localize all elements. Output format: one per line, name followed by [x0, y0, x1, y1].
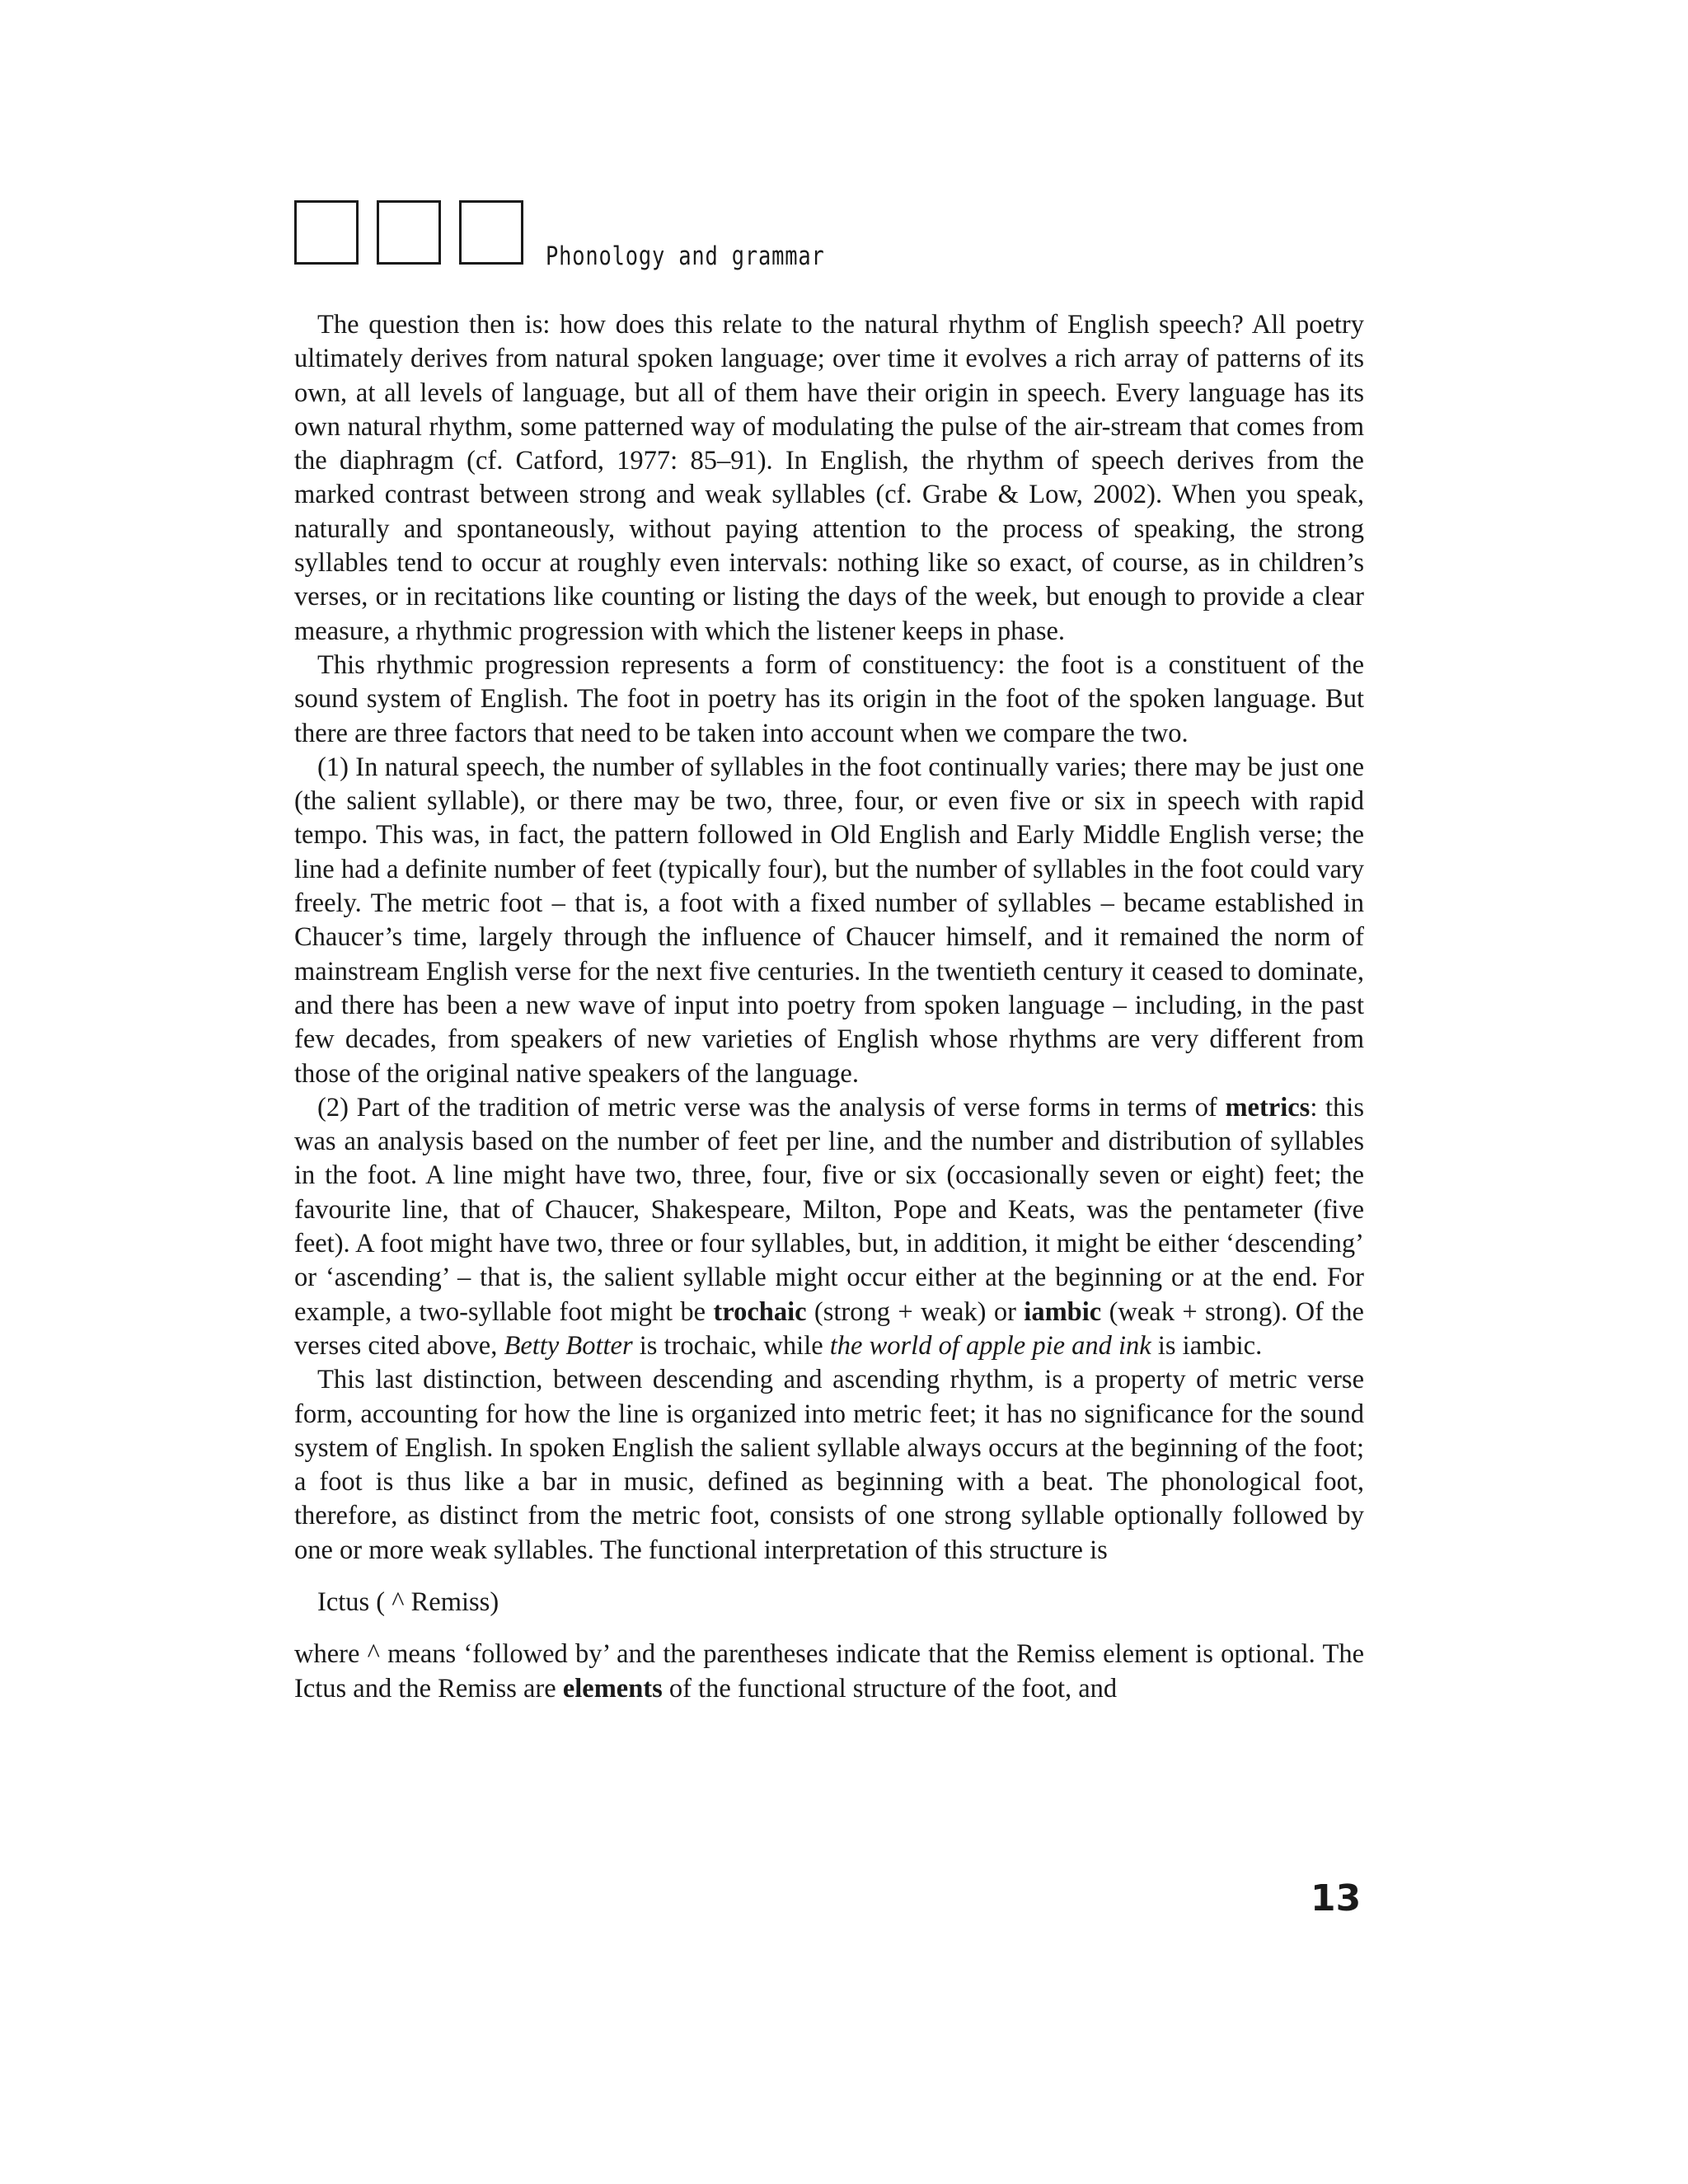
header-box-icon	[459, 200, 523, 265]
paragraph	[294, 1638, 1364, 1706]
term-iambic: iambic	[1024, 1296, 1102, 1327]
running-head-title: Phonology and grammar	[546, 241, 825, 271]
header-box-icon	[294, 200, 359, 265]
body-text	[294, 308, 1364, 1706]
text-run: is trochaic, while	[632, 1330, 830, 1361]
text-run: is iambic.	[1151, 1330, 1263, 1361]
paragraph: The question then is: how does this relate to the natural rhythm of English speech? All poetry ultimately derives from natural spoken language; over time it evolves a rich array of patterns of its own, at all levels of language, but all of them have their origin in speech. Every language has its own natural rhythm, some patterned way of modulating the pulse of the air-stream that comes from the diaphragm (cf. Catford, 1977: 85–91). In English, the rhythm of speech derives from the marked contrast between strong and weak syllables (cf. Grabe & Low, 2002). When you speak, naturally and spontaneously, without paying attention to the process of speaking, the strong syllables tend to occur at roughly even intervals: nothing like so exact, of course, as in children’s verses, or in recitations like counting or listing the days of the week, but enough to provide a clear measure, a rhythmic progression with which the listener keeps in phase.	[294, 310, 1364, 646]
paragraph: (1) In natural speech, the number of syllables in the foot continually varies; there may be just one (the salient syllable), or there may be two, three, four, or even five or six in speech with rapid tempo. This was, in fact, the pattern followed in Old English and Early Middle English verse; the line had a definite number of feet (typically four), but the number of syllables in the foot could vary freely. The metric foot – that is, a foot with a fixed number of syllables – became established in Chaucer’s time, largely through the influence of Chaucer himself, and it remained the norm of mainstream English verse for the next five centuries. In the twentieth century it ceased to dominate, and there has been a new wave of input into poetry from spoken language – including, in the past few decades, from speakers of new varieties of English whose rhythms are very different from those of the original native speakers of the language.	[294, 752, 1364, 1089]
term-elements: elements	[562, 1673, 663, 1704]
term-trochaic: trochaic	[713, 1296, 807, 1327]
page-number: 13	[1311, 1877, 1362, 1919]
citation-world-of-apple-pie: the world of apple pie and ink	[829, 1330, 1151, 1361]
formula: Ictus ( ^ Remiss)	[317, 1586, 499, 1617]
header-box-icon	[377, 200, 441, 265]
citation-betty-botter: Betty Botter	[504, 1330, 633, 1361]
paragraph: This rhythmic progression represents a form of constituency: the foot is a constituent of the sound system of English. The foot in poetry has its origin in the foot of the spoken language. But there are three factors that need to be taken into account when we compare the two.	[294, 649, 1364, 748]
text-run: where ^ means ‘followed by’ and the parentheses indicate that the Remiss element is optional. The Ictus and the Remiss are	[294, 1639, 1364, 1704]
text-run: (weak + strong). Of the verses cited above,	[294, 1296, 1364, 1361]
text-run: : this was an analysis based on the number of feet per line, and the number and distribution of syllables in the foot. A line might have two, three, four, five or six (occasionally seven or eight) feet; the favourite line, that of Chaucer, Shakespeare, Milton, Pope and Keats, was the pentameter (five feet). A foot might have two, three or four syllables, but, in addition, it might be either ‘descending’ or ‘ascending’ – that is, the salient syllable might occur either at the beginning or at the end. For example, a two-syllable foot might be	[294, 1092, 1364, 1327]
text-run: (strong + weak) or	[806, 1296, 1025, 1327]
text-run: (2) Part of the tradition of metric verse was the analysis of verse forms in terms of	[317, 1092, 1226, 1122]
running-header	[294, 200, 1366, 269]
text-run: of the functional structure of the foot, and	[662, 1673, 1118, 1704]
term-metrics: metrics	[1225, 1092, 1311, 1122]
paragraph: This last distinction, between descending and ascending rhythm, is a property of metric verse form, accounting for how the line is organized into metric feet; it has no significance for the sound system of English. In spoken English the salient syllable always occurs at the beginning of the foot; a foot is thus like a bar in music, defined as beginning with a beat. The phonological foot, therefore, as distinct from the metric foot, consists of one strong syllable optionally followed by one or more weak syllables. The functional interpretation of this structure is	[294, 1365, 1364, 1565]
paragraph	[294, 1091, 1364, 1363]
